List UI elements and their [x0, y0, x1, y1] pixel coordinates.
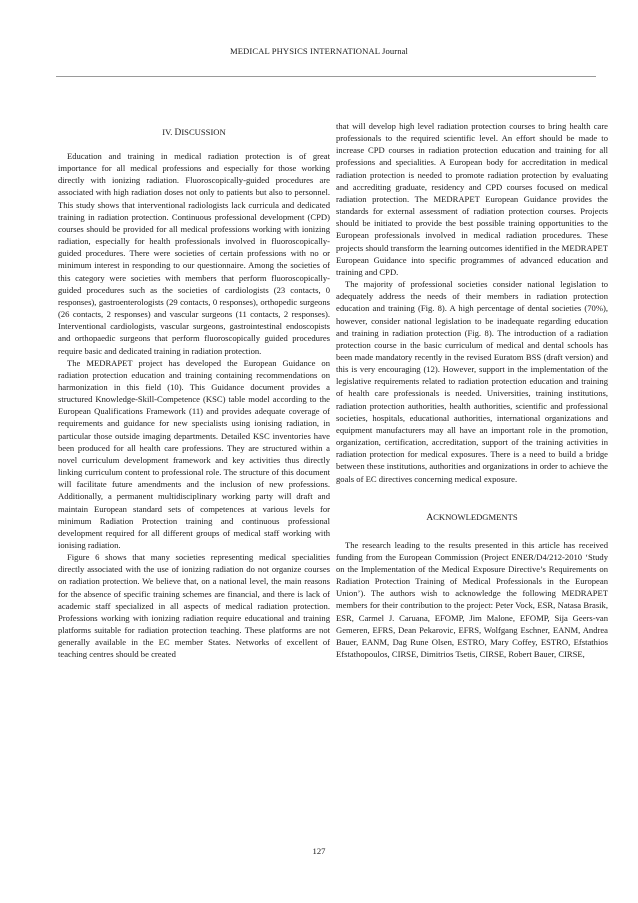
page-number: 127 — [312, 846, 326, 856]
left-column — [58, 120, 330, 661]
paragraph: Education and training in medical radiation protection is of great importance for all medical professions and especially for those working directly with ionizing radiation. Fluoroscopically-guided procedures are associated with high radiation doses not only to patients but also to personnel. This study shows that interventional radiologists lack curricula and dedicated training in radiation protection. Continuous professional development (CPD) courses should be provided for all medical professions working with ionizing radiation, especially for health professionals involved in fluoroscopically-guided procedures. There were societies of certain professions with no or minimum interest in responding to our questionnaire. Among the societies of this category were societies with members that perform fluoroscopically-guided procedures such as the societies of cardiologists (23 contacts, 0 responses), gastroenterologists (29 contacts, 0 responses), orthopedic surgeons (26 contacts, 2 responses) and vascular surgeons (11 contacts, 2 responses). Interventional cardiologists, vascular surgeons, gastrointestinal endoscopists and orthopaedic surgeons that perform fluoroscopically guided procedures require basic and dedicated training in radiation protection. — [58, 151, 330, 356]
section-heading-acknowledgments: ACKNOWLEDGMENTS — [426, 511, 518, 523]
paragraph: The research leading to the results presented in this article has received funding from the European Commission (Project ENER/D4/212-2010 ‘Study on the Implementation of the Medical Exposure Directive’s Requirements on Radiation Protection Training of Medical Professionals in the European Union’). The authors wish to acknowledge the following MEDRAPET members for their contribution to the project: Peter Vock, ESR, Natasa Brasik, ESR, Carmel J. Caruana, EFOMP, Jim Malone, EFOMP, Sija Geers-van Gemeren, EFRS, Dean Pekarovic, EFRS, Wolfgang Eschner, EANM, Andrea Bauer, EANM, Dag Rune Olsen, ESTRO, Mary Coffey, ESTRO, Efstathios Efstathopoulos, CIRSE, Dimitrios Tsetis, CIRSE, Robert Bauer, CIRSE, — [336, 539, 608, 660]
paragraph: The MEDRAPET project has developed the European Guidance on radiation protection education and training containing recommendations on harmonization in this field (10). This Guidance document provides a structured Knowledge-Skill-Competence (KSC) table model according to the European Qualifications Framework (11) and provides adequate coverage of requirements and guidance for new specialists using ionising radiation, in particular those outside imaging departments. Detailed KSC inventories have been produced for all health care professions. They are structured within a novel curriculum development framework and key activities thus directly linking curriculum content to professional role. The structure of this document will facilitate future amendments and the inclusion of new professions. Additionally, a permanent multidisciplinary working party will draft and maintain European standard sets of competences at various levels for minimum Radiation Protection training and continuous professional development required for all different groups of medical staff working with ionising radiation. — [58, 357, 330, 550]
right-column — [336, 120, 608, 660]
paragraph: The majority of professional societies consider national legislation to adequately address the needs of their members in radiation protection education and training (Fig. 8). A high percentage of dental societies (70%), however, consider national legislation to be inadequate regarding education and training in radiation protection (Fig. 8). The introduction of a radiation protection course in the basic curriculum of medical and dental schools has been made mandatory recently in the revised Euratom BSS (draft version) and this is very encouraging (12). However, support in the implementation of the legislative requirements related to radiation protection education and training of health care professionals is needed. Universities, training institutions, radiation protection authorities, health authorities, scientific and professional societies, hospitals, educational authorities, international organizations and equipment manufacturers may all have an important role in the promotion, organization, certification, accreditation, support of the training activities in radiation protection for medical exposures. There is a need to build a bridge between these institutions, authorities and organizations in order to achieve the goals of EC directives concerning medical exposure. — [336, 279, 608, 484]
paragraph: that will develop high level radiation protection courses to bring health care professionals to the required scientific level. An effort should be made to increase CPD courses in radiation protection education and training for all professions and specialities. A European body for accreditation in medical radiation protection is needed to promote radiation protection by evaluating and accrediting graduate, residency and CPD courses focused on medical radiation protection. The MEDRAPET European Guidance provides the standards for external assessment of radiation protection courses. Projects should be initiated to provide the best possible training opportunities to the European professionals involved in medical radiation procedures. These projects should transform the learning outcomes identified in the MEDRAPET European Guidance into specific programmes of advanced education and training and CPD. — [336, 121, 608, 277]
section-heading-discussion: IV. DISCUSSION — [162, 127, 226, 138]
paragraph: Figure 6 shows that many societies representing medical specialities directly associated with the use of ionizing radiation do not organize courses on radiation protection. We believe that, on a national level, the main reasons for the absence of specific training schemes are financial, and there is lack of academic staff specialized in all aspects of medical radiation protection. Professions working with ionizing radiation require educational and training platforms suitable for radiation protection teaching. These platforms are not generally available in the EC member States. Networks of excellent of teaching centres should be created — [58, 552, 330, 660]
header-rule — [56, 76, 596, 77]
running-header: MEDICAL PHYSICS INTERNATIONAL Journal — [229, 46, 409, 56]
